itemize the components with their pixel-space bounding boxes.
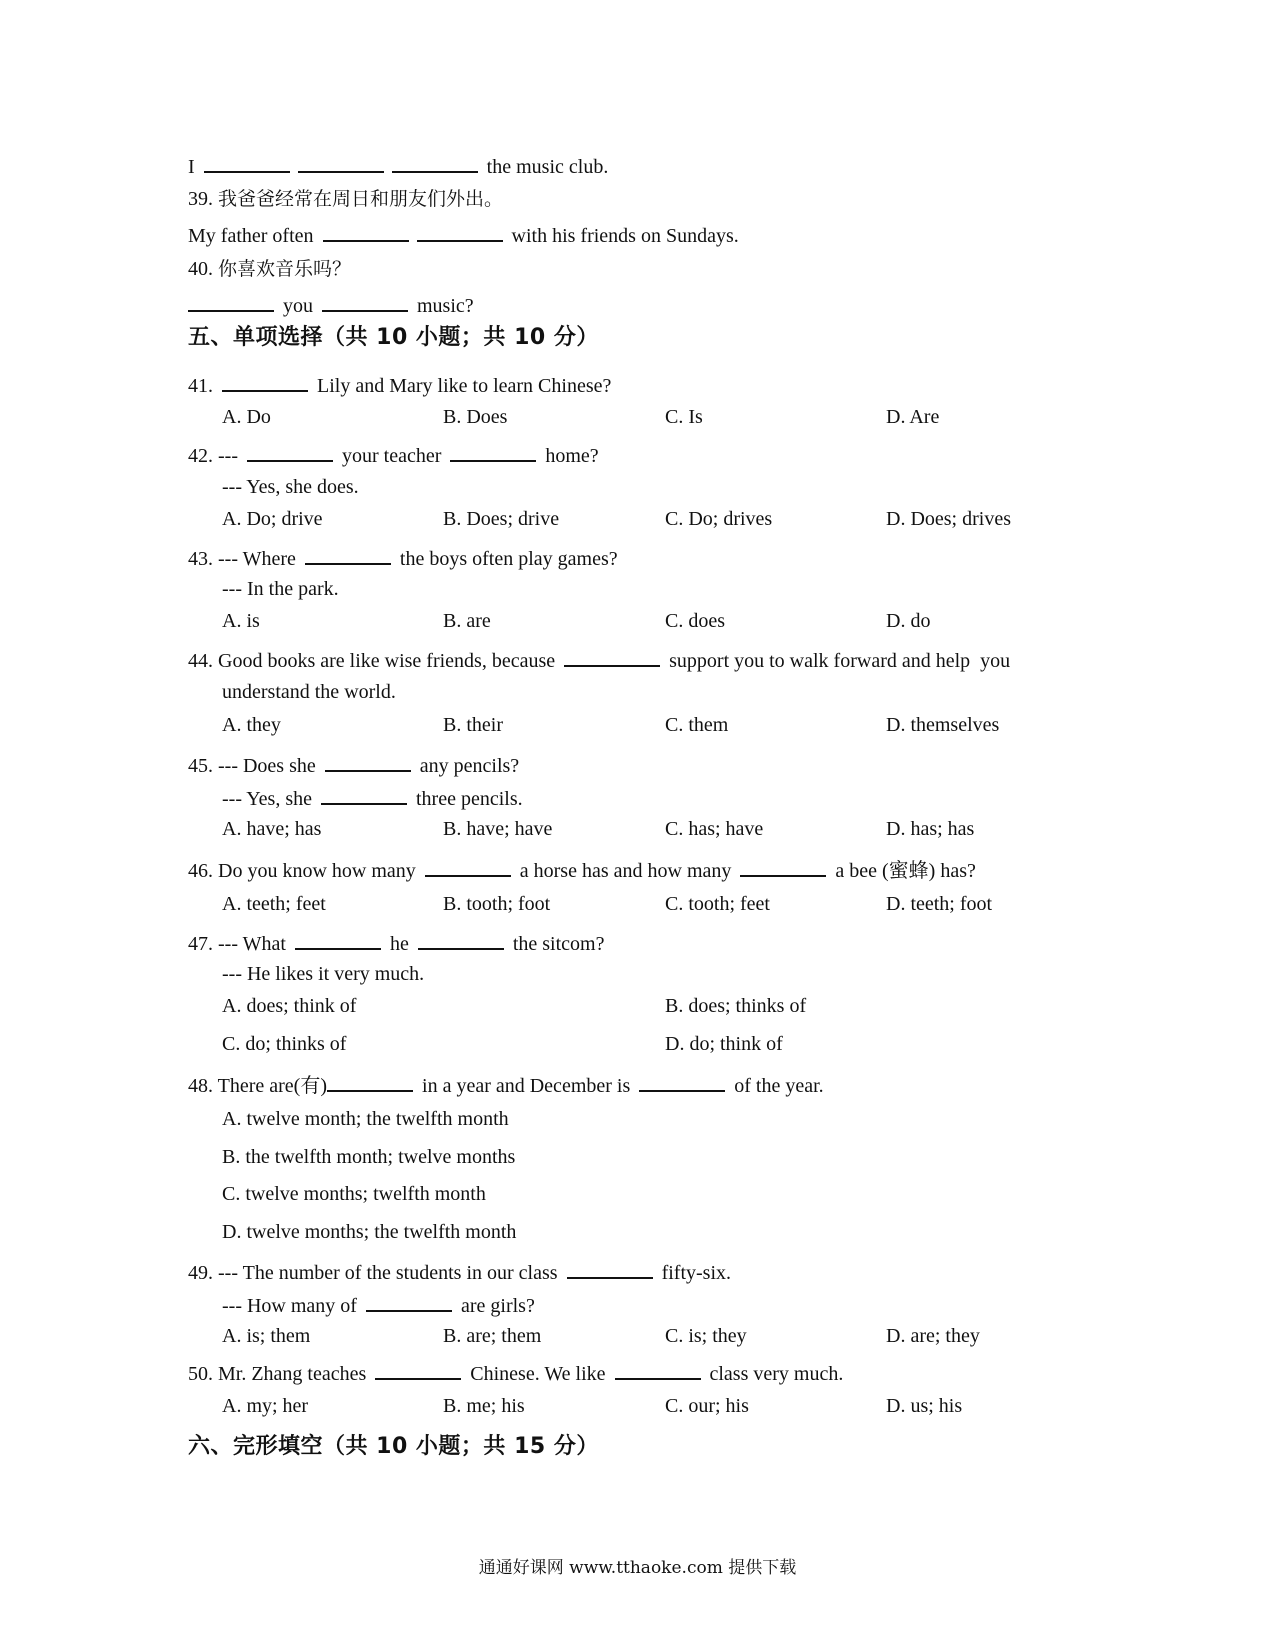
option-d[interactable]: D. twelve months; the twelfth month: [222, 1221, 517, 1243]
q39-answer-line: [188, 222, 739, 248]
question-text: support you to walk forward and help you: [669, 650, 1011, 672]
question-number: 48.: [188, 1075, 213, 1097]
question-text: --- What: [218, 933, 286, 955]
option-c[interactable]: C. them: [665, 714, 729, 736]
reply-text: three pencils.: [416, 788, 523, 810]
option-c[interactable]: C. is; they: [665, 1325, 747, 1347]
option-b[interactable]: B. have; have: [443, 818, 553, 840]
question-text: Chinese. We like: [470, 1363, 606, 1385]
q40-prompt: [188, 257, 351, 281]
question-text: Good books are like wise friends, because: [218, 650, 556, 672]
question-number: 43.: [188, 548, 213, 570]
question-text: a horse has and how many: [519, 860, 732, 882]
option-b[interactable]: B. the twelfth month; twelve months: [222, 1146, 516, 1168]
answer-blank[interactable]: [639, 1072, 725, 1092]
answer-blank[interactable]: [450, 442, 536, 462]
question-text: ---: [218, 445, 238, 467]
answer-blank[interactable]: [417, 222, 503, 242]
question-text: he: [389, 933, 409, 955]
question-49: [188, 1259, 731, 1285]
answer-blank[interactable]: [564, 647, 660, 667]
option-c[interactable]: C. twelve months; twelfth month: [222, 1183, 486, 1205]
reply-text: --- How many of: [222, 1295, 357, 1317]
option-a[interactable]: A. Do: [222, 406, 271, 428]
answer-blank[interactable]: [305, 545, 391, 565]
question-text: of the year.: [734, 1075, 824, 1097]
q39-prompt: [188, 187, 503, 211]
reply-text: --- Yes, she: [222, 788, 312, 810]
question-number: 47.: [188, 933, 213, 955]
option-d[interactable]: D. us; his: [886, 1395, 963, 1417]
text: the music club.: [486, 156, 609, 178]
option-c[interactable]: C. has; have: [665, 818, 764, 840]
option-a[interactable]: A. they: [222, 714, 281, 736]
answer-blank[interactable]: [295, 930, 381, 950]
question-41: [188, 372, 611, 398]
question-text: Mr. Zhang teaches: [218, 1363, 367, 1385]
option-a[interactable]: A. my; her: [222, 1395, 309, 1417]
option-c[interactable]: C. does: [665, 610, 725, 632]
question-48: [188, 1072, 824, 1098]
option-b[interactable]: B. Does: [443, 406, 508, 428]
option-d[interactable]: D. teeth; foot: [886, 893, 993, 915]
reply: --- Yes, she does.: [222, 476, 359, 498]
section-heading: 六、完形填空（共 10 小题；共 15 分）: [188, 1434, 599, 1459]
page-footer: 通通好课网 www.tthaoke.com 提供下载: [478, 1558, 797, 1578]
option-d[interactable]: D. themselves: [886, 714, 1000, 736]
question-text: class very much.: [709, 1363, 844, 1385]
option-a[interactable]: A. is: [222, 610, 260, 632]
option-d[interactable]: D. do; think of: [665, 1033, 783, 1055]
q40-answer-line: [188, 292, 474, 318]
option-c[interactable]: C. our; his: [665, 1395, 749, 1417]
option-c[interactable]: C. Do; drives: [665, 508, 773, 530]
question-text: your teacher: [341, 445, 442, 467]
answer-blank[interactable]: [322, 292, 408, 312]
option-d[interactable]: D. has; has: [886, 818, 975, 840]
question-number: 49.: [188, 1262, 213, 1284]
question-text: --- Where: [218, 548, 296, 570]
option-a[interactable]: A. twelve month; the twelfth month: [222, 1108, 509, 1130]
reply: [222, 1292, 535, 1318]
reply: [222, 785, 523, 811]
option-a[interactable]: A. does; think of: [222, 995, 357, 1017]
answer-blank[interactable]: [392, 153, 478, 173]
answer-blank[interactable]: [298, 153, 384, 173]
answer-blank[interactable]: [222, 372, 308, 392]
text: I: [188, 156, 195, 178]
question-44: [188, 647, 1010, 673]
answer-blank[interactable]: [323, 222, 409, 242]
answer-blank[interactable]: [325, 752, 411, 772]
option-c[interactable]: C. tooth; feet: [665, 893, 770, 915]
answer-blank[interactable]: [615, 1360, 701, 1380]
question-47: [188, 930, 604, 956]
text: with his friends on Sundays.: [511, 225, 739, 247]
text: My father often: [188, 225, 314, 247]
question-text: Lily and Mary like to learn Chinese?: [317, 375, 612, 397]
reply: --- In the park.: [222, 578, 339, 600]
question-text: fifty-six.: [661, 1262, 731, 1284]
question-text: There are(有): [217, 1075, 328, 1097]
answer-blank[interactable]: [567, 1259, 653, 1279]
q38-answer-line: [188, 153, 608, 179]
chinese-prompt: 你喜欢音乐吗？: [218, 258, 352, 280]
answer-blank[interactable]: [740, 857, 826, 877]
option-b[interactable]: B. does; thinks of: [665, 995, 807, 1017]
question-text: any pencils?: [419, 755, 520, 777]
option-a[interactable]: A. teeth; feet: [222, 893, 326, 915]
question-text: --- The number of the students in our class: [218, 1262, 558, 1284]
text: you: [283, 295, 313, 317]
reply: --- He likes it very much.: [222, 963, 425, 985]
answer-blank[interactable]: [247, 442, 333, 462]
question-text: the boys often play games?: [399, 548, 618, 570]
option-b[interactable]: B. are; them: [443, 1325, 542, 1347]
answer-blank[interactable]: [327, 1072, 413, 1092]
option-b[interactable]: B. Does; drive: [443, 508, 560, 530]
reply-text: are girls?: [460, 1295, 535, 1317]
option-c[interactable]: C. Is: [665, 406, 703, 428]
question-number: 46.: [188, 860, 213, 882]
option-b[interactable]: B. are: [443, 610, 491, 632]
option-b[interactable]: B. me; his: [443, 1395, 525, 1417]
answer-blank[interactable]: [418, 930, 504, 950]
option-d[interactable]: D. Are: [886, 406, 940, 428]
option-b[interactable]: B. tooth; foot: [443, 893, 551, 915]
option-a[interactable]: A. Do; drive: [222, 508, 323, 530]
question-42: [188, 442, 599, 468]
question-43: [188, 545, 618, 571]
question-number: 45.: [188, 755, 213, 777]
option-d[interactable]: D. Does; drives: [886, 508, 1011, 530]
section-heading: 五、单项选择（共 10 小题；共 10 分）: [188, 325, 599, 350]
answer-blank[interactable]: [321, 785, 407, 805]
question-number: 44.: [188, 650, 213, 672]
question-number: 39.: [188, 188, 213, 210]
option-d[interactable]: D. do: [886, 610, 931, 632]
question-number: 41.: [188, 375, 213, 397]
question-text: in a year and December is: [422, 1075, 631, 1097]
question-number: 50.: [188, 1363, 213, 1385]
text: music?: [417, 295, 474, 317]
answer-blank[interactable]: [425, 857, 511, 877]
option-b[interactable]: B. their: [443, 714, 503, 736]
question-continuation: understand the world.: [222, 681, 396, 703]
question-text: a bee (蜜蜂) has?: [835, 860, 976, 882]
question-text: Do you know how many: [218, 860, 416, 882]
option-c[interactable]: C. do; thinks of: [222, 1033, 347, 1055]
question-45: [188, 752, 519, 778]
answer-blank[interactable]: [188, 292, 274, 312]
option-a[interactable]: A. is; them: [222, 1325, 311, 1347]
answer-blank[interactable]: [375, 1360, 461, 1380]
question-number: 40.: [188, 258, 213, 280]
question-text: home?: [545, 445, 599, 467]
answer-blank[interactable]: [204, 153, 290, 173]
question-46: [188, 857, 976, 883]
question-text: the sitcom?: [512, 933, 605, 955]
option-d[interactable]: D. are; they: [886, 1325, 980, 1347]
chinese-prompt: 我爸爸经常在周日和朋友们外出。: [218, 188, 504, 210]
question-number: 42.: [188, 445, 213, 467]
option-a[interactable]: A. have; has: [222, 818, 322, 840]
answer-blank[interactable]: [366, 1292, 452, 1312]
question-text: --- Does she: [218, 755, 316, 777]
question-50: [188, 1360, 843, 1386]
